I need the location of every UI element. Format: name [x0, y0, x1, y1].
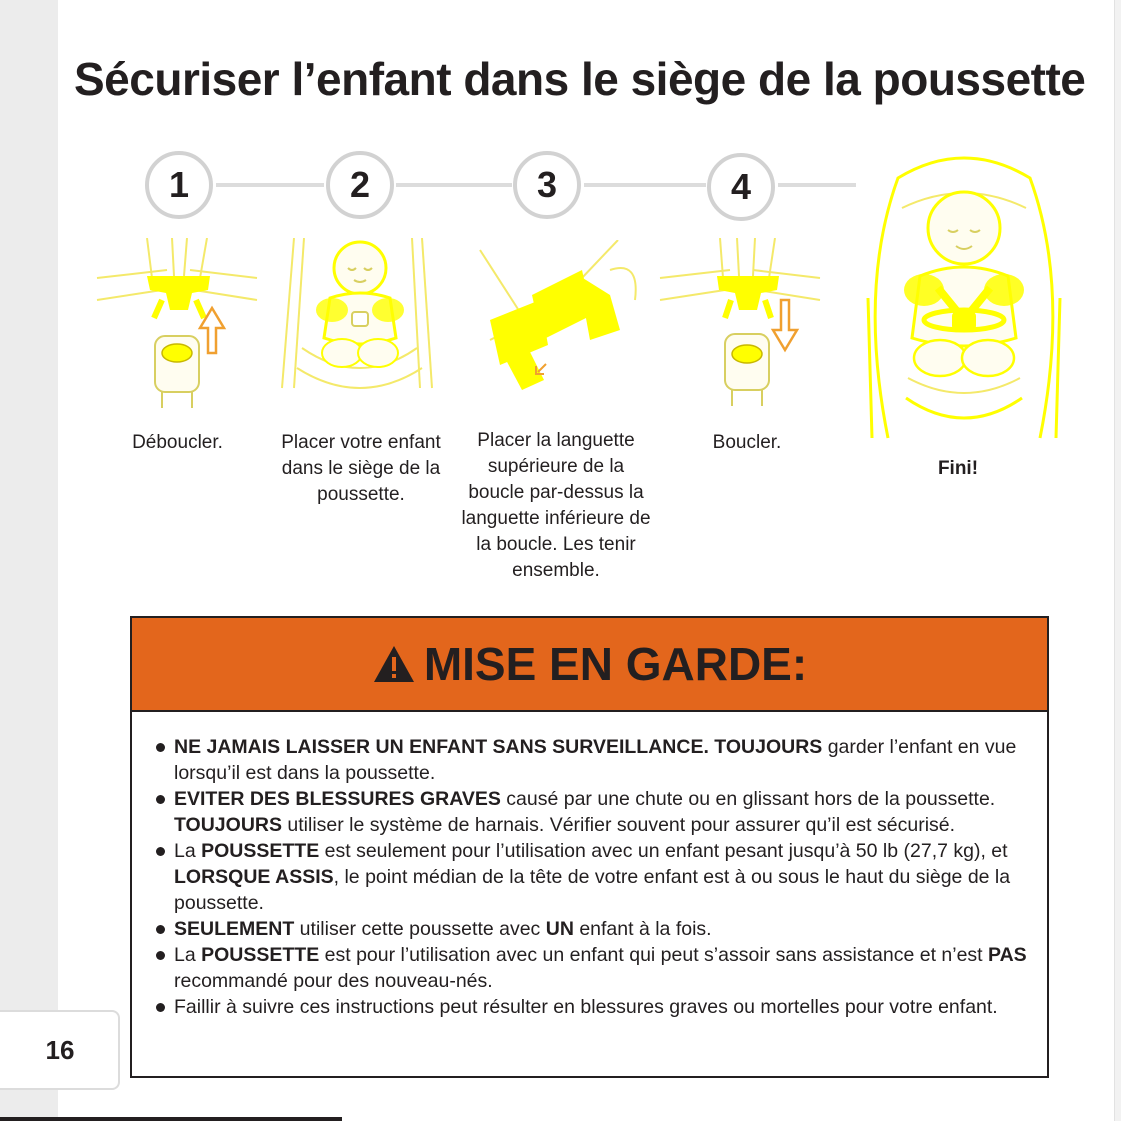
- warning-emphasis: UN: [545, 918, 574, 940]
- bottom-rule: [0, 1117, 342, 1121]
- warning-text: enfant à la fois.: [573, 918, 712, 940]
- fini-caption: Fini!: [937, 458, 979, 479]
- page-number: 16: [45, 1034, 75, 1065]
- step-3-caption: Placer la languette supérieure de la boucle par-dessus la languette inférieure de la boucle. Les tenir ensemble.: [461, 430, 651, 581]
- warning-text: garder l’enfant en vue lorsqu’il est dans la poussette.: [174, 736, 1017, 784]
- warning-emphasis: NE JAMAIS LAISSER UN ENFANT SANS SURVEILLANCE. TOUJOURS: [174, 736, 823, 758]
- left-margin-strip: [0, 0, 58, 1121]
- warning-text: Faillir à suivre ces instructions peut résulter en blessures graves ou mortelles pour votre enfant.: [174, 996, 998, 1018]
- warning-emphasis: SEULEMENT: [174, 918, 295, 940]
- warning-title: MISE EN GARDE:: [423, 638, 808, 690]
- warning-header: [132, 618, 1047, 712]
- warning-text: est seulement pour l’utilisation avec un enfant pesant jusqu’à 50 lb (27,7 kg), et: [319, 840, 1008, 862]
- warning-text: La: [174, 944, 202, 966]
- warning-text: recommandé pour des nouveau-nés.: [174, 970, 493, 992]
- step-4-caption: Boucler.: [712, 432, 782, 453]
- fini-secured-child-illustration: [858, 148, 1070, 440]
- warning-text: est pour l’utilisation avec un enfant qui peut s’assoir sans assistance et n’est: [319, 944, 989, 966]
- step-3-number: 3: [513, 151, 581, 219]
- warning-emphasis: LORSQUE ASSIS: [174, 866, 334, 888]
- step-2-child-in-seat-illustration: [272, 238, 447, 403]
- step-1-number: 1: [145, 151, 213, 219]
- step-2-number: 2: [326, 151, 394, 219]
- step-2-caption: Placer votre enfant dans le siège de la poussette.: [281, 432, 441, 505]
- step-1-caption: Déboucler.: [132, 432, 223, 453]
- warning-text: utiliser le système de harnais. Vérifier souvent pour assurer qu’il est sécurisé.: [282, 814, 956, 836]
- step-connector: [584, 183, 706, 187]
- step-4-buckle-illustration: [655, 238, 825, 413]
- warning-emphasis: EVITER DES BLESSURES GRAVES: [174, 788, 501, 810]
- step-1-unbuckle-illustration: [92, 238, 262, 413]
- step-connector: [216, 183, 324, 187]
- warning-item: [154, 916, 1035, 942]
- warning-emphasis: TOUJOURS: [174, 814, 282, 836]
- warning-item: [154, 942, 1035, 994]
- warning-box: [130, 616, 1049, 1078]
- warning-emphasis: POUSSETTE: [201, 840, 320, 862]
- page-title: Sécuriser l’enfant dans le siège de la poussette: [74, 53, 1086, 105]
- step-3-buckle-tongues-illustration: [470, 240, 645, 395]
- warning-emphasis: POUSSETTE: [201, 944, 320, 966]
- step-connector: [778, 183, 856, 187]
- warning-text: , le point médian de la tête de votre enfant est à ou sous le haut du siège de la poussette.: [174, 866, 1011, 914]
- warning-text: utiliser cette poussette avec: [294, 918, 546, 940]
- warning-triangle-icon: [372, 644, 416, 684]
- warning-item: [154, 786, 1035, 838]
- step-connector: [396, 183, 512, 187]
- warning-item: [154, 734, 1035, 786]
- step-4-number: 4: [707, 153, 775, 221]
- warning-item: [154, 994, 1035, 1020]
- warning-item: [154, 838, 1035, 916]
- right-margin-strip: [1114, 0, 1121, 1121]
- warning-text: La: [174, 840, 202, 862]
- arrow-down-icon: [773, 300, 797, 350]
- warning-list: [154, 734, 1035, 1020]
- warning-text: causé par une chute ou en glissant hors de la poussette.: [500, 788, 996, 810]
- warning-emphasis: PAS: [988, 944, 1027, 966]
